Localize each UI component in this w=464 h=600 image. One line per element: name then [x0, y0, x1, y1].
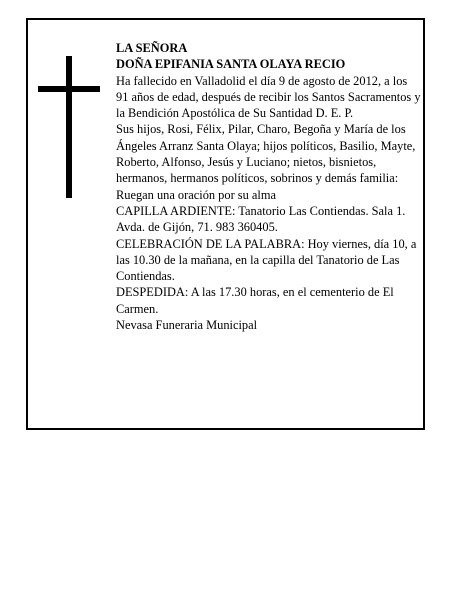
death-announcement: Ha fallecido en Valladolid el día 9 de agosto de 2012, a los 91 años de edad, después de recibir los Santos Sacramentos y la Bendición Apostólica de Su Santidad D. E. P. — [116, 73, 421, 121]
funeral-home: Nevasa Funeraria Municipal — [116, 318, 258, 333]
deceased-title: LA SEÑORA — [116, 41, 188, 55]
latin-cross-icon — [38, 56, 100, 198]
obituary-notice-frame — [26, 18, 425, 430]
celebration-info: CELEBRACIÓN DE LA PALABRA: Hoy viernes, día 10, a las 10.30 de la mañana, en la capilla del Tanatorio de Las Contiendas. — [116, 236, 417, 284]
chapel-info: CAPILLA ARDIENTE: Tanatorio Las Contiendas. Sala 1. Avda. de Gijón, 71. 983 360405. — [116, 203, 406, 235]
cross-vertical-bar — [66, 56, 72, 198]
farewell-info: DESPEDIDA: A las 17.30 horas, en el cementerio de El Carmen. — [116, 285, 394, 316]
deceased-name: DOÑA EPIFANIA SANTA OLAYA RECIO — [116, 57, 346, 72]
prayer-request: Ruegan una oración por su alma — [116, 187, 276, 202]
obituary-text-column — [116, 40, 422, 333]
cross-horizontal-bar — [38, 86, 100, 92]
family-list: Sus hijos, Rosi, Félix, Pilar, Charo, Begoña y María de los Ángeles Arranz Santa Olaya; hijos políticos, Basilio, Mayte, Roberto, Alfonso, Jesús y Luciano; nietos, bisnietos, hermanos, hermanos políticos, sobrinos y demás familia: — [116, 122, 416, 186]
